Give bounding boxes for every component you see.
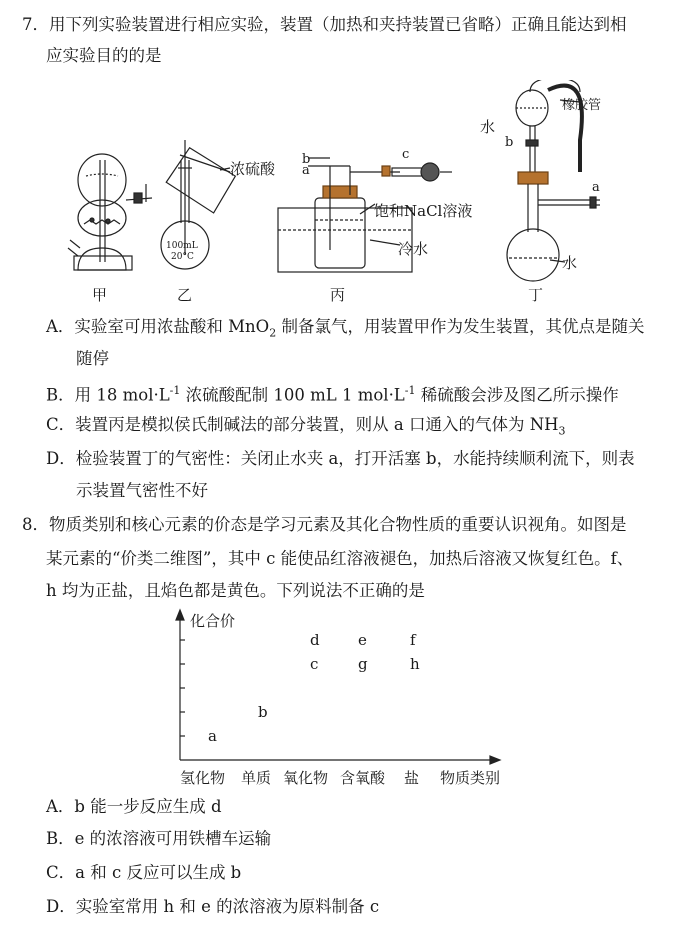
q8-stem-line1: 8．物质类别和核心元素的价态是学习元素及其化合物性质的重要认识视角。如图是 <box>22 515 627 534</box>
q7-apparatus-figure <box>60 80 620 305</box>
point-label-g: g <box>358 655 368 673</box>
q8-option-a: A．b 能一步反应生成 d <box>46 797 222 816</box>
label-b-bing: b <box>302 152 311 167</box>
point-label-b: b <box>258 703 268 721</box>
label-a-ding: a <box>592 180 600 195</box>
x-tick-danzhi: 单质 <box>241 769 272 787</box>
x-tick-yan: 盐 <box>404 769 420 787</box>
label-flask-100ml: 100mL <box>166 241 198 251</box>
label-nacl-solution: 饱和NaCl溶液 <box>374 202 473 220</box>
q8-stem-line3: h 均为正盐，且焰色都是黄色。下列说法不正确的是 <box>46 581 425 600</box>
label-lengshui: 冷水 <box>398 240 429 258</box>
q8-option-d: D．实验室常用 h 和 e 的浓溶液为原料制备 c <box>46 897 380 916</box>
q7-option-d-line2: 示装置气密性不好 <box>76 481 208 500</box>
label-flask-20c: 20°C <box>171 252 194 262</box>
q7-stem-line1: 7．用下列实验装置进行相应实验，装置（加热和夹持装置已省略）正确且能达到相 <box>22 15 627 34</box>
caption-bing: 丙 <box>330 286 346 304</box>
label-a-bing: a <box>302 163 310 178</box>
x-tick-hanyangsuan: 含氧酸 <box>340 769 386 787</box>
point-label-e: e <box>358 631 367 649</box>
q7-option-c: C．装置丙是模拟侯氏制碱法的部分装置，则从 a 口通入的气体为 $NH_3$ <box>46 415 566 438</box>
x-tick-qinghuawu: 氢化物 <box>180 769 226 787</box>
point-label-c: c <box>310 655 319 673</box>
q8-option-c: C．a 和 c 反应可以生成 b <box>46 863 242 882</box>
label-shui-bottom: 水 <box>562 254 578 272</box>
q7-option-b: B．用 18 $mol\cdot L^{-1}$ 浓硫酸配制 100 mL 1 $mol\cdot L^{-1}$ 稀硫酸会涉及图乙所示操作 <box>46 384 619 405</box>
q7-option-a-line2: 随停 <box>76 349 109 368</box>
valence-class-chart <box>170 606 510 790</box>
x-axis-arrow <box>490 756 500 764</box>
caption-jia: 甲 <box>92 286 108 304</box>
point-label-a: a <box>208 727 217 745</box>
point-label-f: f <box>410 631 416 649</box>
q7-option-a-line1: A．实验室可用浓盐酸和 MnO$_2$ 制备氯气，用装置甲作为发生装置，其优点是随关 <box>46 317 645 340</box>
label-shui-top: 水 <box>480 118 496 136</box>
q7-option-d-line1: D．检验装置丁的气密性：关闭止水夹 a，打开活塞 b，水能持续顺利流下，则表 <box>46 449 635 468</box>
q8-stem-line2: 某元素的“价类二维图”，其中 c 能使品红溶液褪色，加热后溶液又恢复红色。f、 <box>46 549 634 568</box>
label-b-ding: b <box>505 135 514 150</box>
chart-xlabel: 物质类别 <box>440 769 501 787</box>
caption-ding: 丁 <box>528 286 544 304</box>
label-c-bing: c <box>402 147 410 162</box>
label-nongliusuan: 浓硫酸 <box>230 160 276 178</box>
q8-option-b: B．e 的浓溶液可用铁槽车运输 <box>46 829 272 848</box>
apparatus-jia <box>68 154 152 270</box>
label-xiangjiaoguan: 橡胶管 <box>562 98 602 113</box>
point-label-h: h <box>410 655 420 673</box>
caption-yi: 乙 <box>177 286 193 304</box>
y-axis-arrow <box>176 610 184 620</box>
q7-stem-line2: 应实验目的的是 <box>46 46 162 65</box>
x-tick-yanghuawu: 氧化物 <box>283 769 329 787</box>
point-label-d: d <box>310 631 320 649</box>
chart-ylabel: 化合价 <box>190 612 236 630</box>
